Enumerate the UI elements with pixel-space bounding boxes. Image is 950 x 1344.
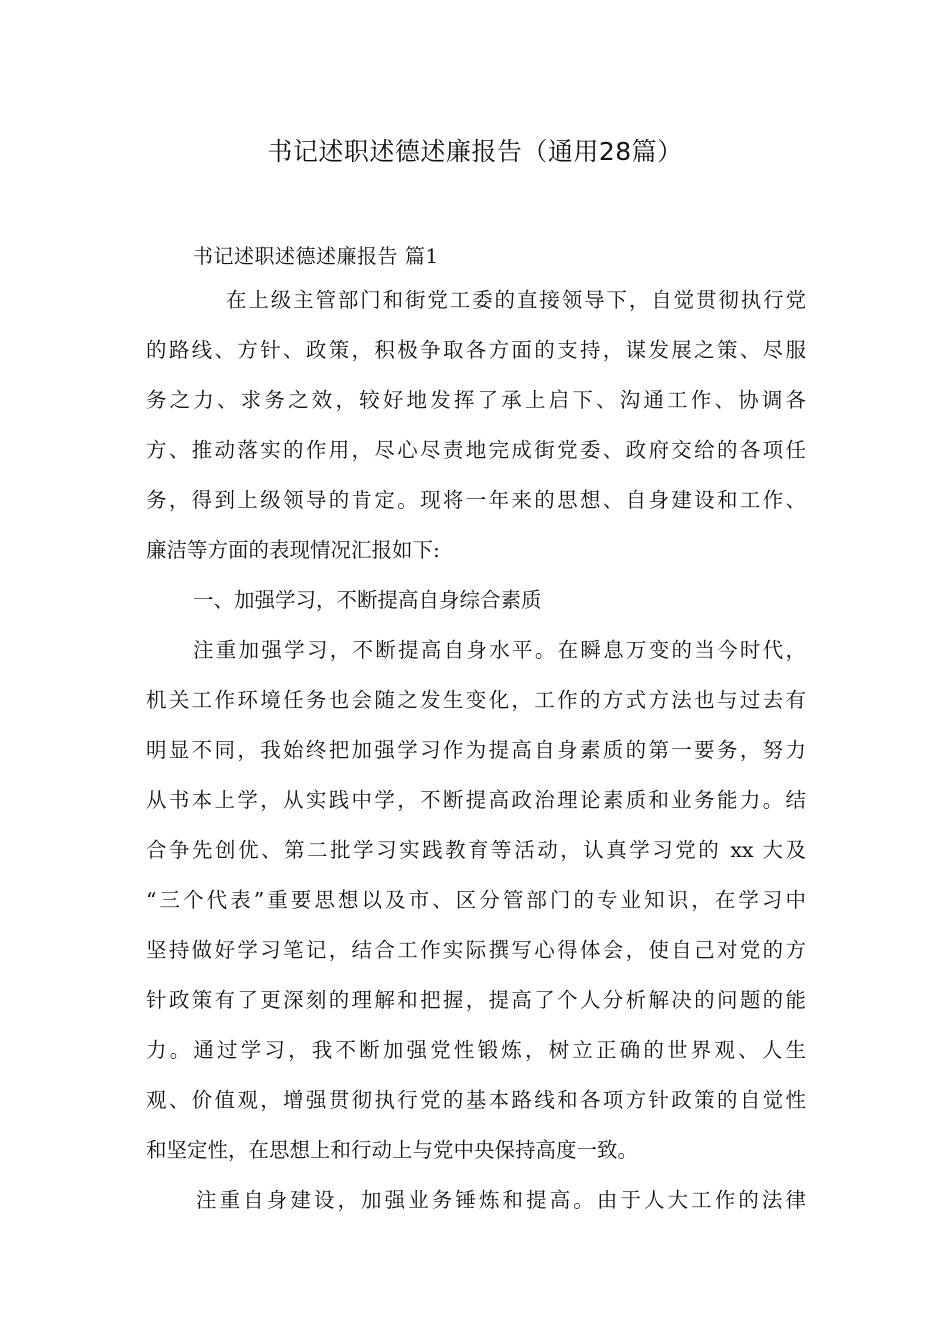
paragraph-line: 廉洁等方面的表现情况汇报如下: bbox=[146, 538, 440, 562]
document-title: 书记述职述德述廉报告（通用28篇） bbox=[267, 137, 683, 166]
paragraph-line: 观、价值观，增强贯彻执行党的基本路线和各项方针政策的自觉性 bbox=[146, 1088, 806, 1112]
paragraph-line: 务之力、求务之效，较好地发挥了承上启下、沟通工作、协调各 bbox=[146, 388, 806, 412]
paragraph-line: 从书本上学，从实践中学，不断提高政治理论素质和业务能力。结 bbox=[146, 788, 806, 812]
subheading: 一、加强学习，不断提高自身综合素质 bbox=[193, 588, 542, 612]
paragraph-line: 务，得到上级领导的肯定。现将一年来的思想、自身建设和工作、 bbox=[146, 488, 806, 512]
paragraph-line: 针政策有了更深刻的理解和把握，提高了个人分析解决的问题的能 bbox=[146, 988, 806, 1012]
paragraph-line: 注重加强学习，不断提高自身水平。在瞬息万变的当今时代， bbox=[193, 638, 806, 662]
paragraph-line: 坚持做好学习笔记，结合工作实际撰写心得体会，使自己对党的方 bbox=[146, 938, 806, 962]
paragraph-line: 合争先创优、第二批学习实践教育等活动，认真学习党的 xx 大及 bbox=[146, 838, 806, 862]
paragraph-line: 力。通过学习，我不断加强党性锻炼，树立正确的世界观、人生 bbox=[146, 1038, 806, 1062]
paragraph-line: 和坚定性，在思想上和行动上与党中央保持高度一致。 bbox=[146, 1138, 638, 1162]
paragraph-line: “三个代表”重要思想以及市、区分管部门的专业知识，在学习中 bbox=[146, 888, 806, 912]
paragraph-line: 明显不同，我始终把加强学习作为提高自身素质的第一要务，努力 bbox=[146, 738, 806, 762]
paragraph-line: 方、推动落实的作用，尽心尽责地完成街党委、政府交给的各项任 bbox=[146, 438, 806, 462]
paragraph-line: 注重自身建设，加强业务锤炼和提高。由于人大工作的法律 bbox=[196, 1188, 806, 1212]
paragraph-line: 的路线、方针、政策，积极争取各方面的支持，谋发展之策、尽服 bbox=[146, 338, 806, 362]
paragraph-line: 在上级主管部门和街党工委的直接领导下，自觉贯彻执行党 bbox=[226, 288, 806, 312]
section-heading: 书记述职述德述廉报告 篇1 bbox=[193, 244, 439, 268]
paragraph-line: 机关工作环境任务也会随之发生变化，工作的方式方法也与过去有 bbox=[146, 688, 806, 712]
